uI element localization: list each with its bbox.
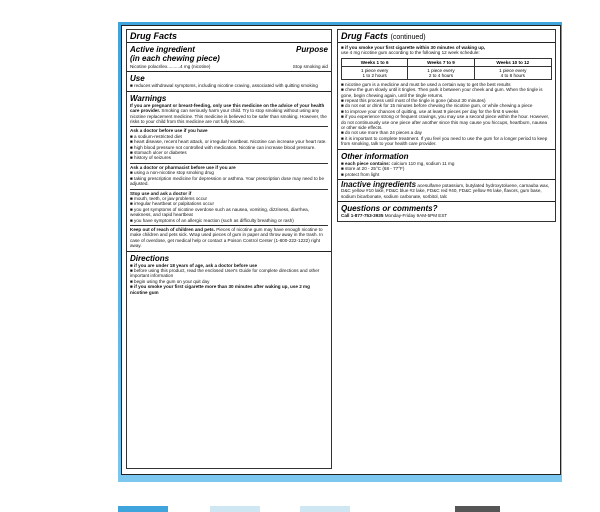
bottom-color-strip (455, 506, 500, 512)
list-item: ■ if you are under 18 years of age, ask a doctor before use (130, 262, 258, 268)
table-cell-text: 4 to 8 hours (500, 72, 525, 78)
table-cell (342, 66, 408, 79)
continued-label: (continued) (390, 34, 426, 41)
list-item: ■ stomach ulcer or diabetes (130, 150, 187, 156)
use-section (127, 72, 331, 91)
table-cell (474, 66, 551, 79)
each-piece-text: calcium 110 mg, sodium 11 mg (391, 160, 455, 166)
drug-facts-right-panel (337, 29, 556, 222)
list-item: ■ repeat this process until most of the tingle is gone (about 30 minutes) (341, 98, 486, 104)
table-cell-text: 1 piece every (427, 67, 455, 73)
list-item: ■ taking prescription medicine for depression or asthma. Your prescription dose may need to be adjusted. (130, 175, 325, 187)
purpose-heading: Purpose (295, 45, 328, 54)
use-text: ■ reduces withdrawal symptoms, including nicotine craving, associated with quitting smoking (130, 83, 318, 89)
list-item: ■ you get symptoms of nicotine overdose such as nausea, vomiting, dizziness, diarrhea, weakness, and rapid heartbeat (130, 206, 309, 218)
list-item: ■ heart disease, recent heart attack, or irregular heartbeat. Nicotine can increase your heart rate. (130, 139, 327, 145)
keep-out-text: Pieces of nicotine gum may have enough nicotine to make children and pets sick. Wrap used pieces of gum in paper and throw away in the trash. In case of overdose, get medical help or contact a Poison Control Center (1-800-222-1222) right away. (130, 226, 323, 249)
table-cell-text: 2 to 4 hours (428, 72, 454, 78)
warnings-heading: Warnings (130, 93, 167, 103)
bottom-color-strip (118, 506, 168, 512)
inactive-ingredients-text: acesulfame potassium, butylated hydroxytoluene, carnauba wax, D&C yellow #10 lake, FD&C blue #2 lake, FD&C red #40, FD&C yellow #6 lake, flavors, gum base, sodium bicarbonate, sodium carbonate, sorbitol, talc (341, 182, 550, 199)
list-item: ■ irregular heartbeat or palpitations occur (130, 201, 214, 207)
table-header: Weeks 10 to 12 (474, 58, 551, 66)
list-item: ■ using a non-nicotine stop smoking drug (130, 170, 214, 176)
first-cigarette-bold: ■ if you smoke your first cigarette within 30 minutes of waking up, (341, 45, 486, 50)
list-item: ■ a sodium-restricted diet (130, 133, 182, 139)
list-item: ■ high blood pressure not controlled with medication. Nicotine can increase blood pressure. (130, 144, 316, 150)
ask-doctor-heading: Ask a doctor before use if you have (130, 128, 208, 134)
questions-phone: Call 1-877-753-3935 (341, 213, 384, 219)
stop-use-heading: Stop use and ask a doctor if (130, 190, 192, 196)
list-item: ■ it is important to complete treatment. If you feel you need to use the gum for a longer period to keep from smoking, talk to your health care provider. (341, 135, 548, 147)
keep-out-bold: Keep out of reach of children and pets. (130, 226, 215, 232)
each-piece-bold: ■ each piece contains: (341, 160, 391, 166)
active-ingredient-subheading: (in each chewing piece) (130, 54, 220, 63)
use-heading: Use (130, 74, 145, 84)
table-cell-text: 1 to 2 hours (362, 72, 387, 78)
table-cell (408, 66, 474, 79)
active-ingredient-heading: Active ingredient (130, 45, 195, 54)
directions-continued-section (338, 43, 555, 150)
list-item: ■ protect from light (341, 171, 380, 177)
drug-facts-title: Drug Facts (341, 31, 389, 41)
list-item: ■ nicotine gum is a medicine and must be used a certain way to get the best results (341, 81, 511, 87)
ask-pharmacist-heading: Ask a doctor or pharmacist before use if you are (130, 164, 236, 170)
drug-facts-title: Drug Facts (127, 30, 331, 43)
list-item: ■ do not use more than 24 pieces a day (341, 130, 422, 136)
list-item: ■ to improve your chances of quitting, use at least 9 pieces per day for the first 6 weeks (341, 108, 519, 114)
questions-hours: Monday-Friday 9AM-5PM EST (384, 213, 448, 219)
list-item: ■ mouth, teeth, or jaw problems occur (130, 195, 208, 201)
inactive-ingredients-section (338, 180, 555, 202)
drug-facts-left-panel (126, 29, 332, 469)
list-item: ■ chew the gum slowly until it tingles. Then park it between your cheek and gum. When the tingle is gone, begin chewing again, until the tingle returns. (341, 87, 543, 98)
list-item: ■ history of seizures (130, 155, 172, 161)
list-item: ■ do not eat or drink for 15 minutes before chewing the nicotine gum, or while chewing a piece (341, 103, 533, 109)
active-ingredient-line: Nicotine polacrilex..........4 mg (nicotine) (130, 64, 211, 69)
drug-facts-continued-title (338, 30, 555, 43)
list-item: ■ store at 20 - 25°C (68 - 77°F) (341, 166, 405, 172)
table-cell-text: 1 piece every (360, 67, 389, 73)
other-information-heading: Other information (341, 151, 409, 161)
list-item: ■ begin using the gum on your quit day (130, 278, 210, 284)
bottom-color-strip (210, 506, 260, 512)
warnings-section (127, 92, 331, 252)
dosing-schedule-table (341, 58, 552, 80)
list-item: ■ before using this product, read the enclosed User's Guide for complete directions and other important information (130, 267, 320, 279)
warnings-pregnancy-bold: If you are pregnant or breast-feeding, only use this medicine on the advice of your health care provider. (130, 102, 325, 114)
list-item: ■ if you experience strong or frequent cravings, you may use a second piece within the hour. However, do not continuously use one piece after another since this may cause you hiccups, heartburn, nausea or other side effects. (341, 114, 550, 131)
directions-section (127, 252, 331, 297)
list-item: ■ if you smoke your first cigarette more than 30 minutes after waking up, use 2 mg nicotine gum (130, 284, 310, 295)
inactive-ingredients-heading: Inactive ingredients (341, 179, 417, 189)
bottom-color-strip (300, 506, 350, 512)
active-ingredient-section (127, 43, 331, 72)
purpose-line: Stop smoking aid (292, 64, 328, 69)
directions-heading: Directions (130, 253, 170, 263)
table-header: Weeks 7 to 9 (408, 58, 474, 66)
warnings-pregnancy-text: Smoking can seriously harm your child. Try to stop smoking without using any nicotine replacement medicine. This medicine is believed to be safer than smoking. However, the risks to your child from this medicine are not fully known. (130, 108, 327, 125)
list-item: ■ you have symptoms of an allergic reaction (such as difficulty breathing or rash) (130, 217, 294, 223)
first-cigarette-text: use 4 mg nicotine gum according to the following 12 week schedule: (341, 50, 480, 56)
questions-heading: Questions or comments? (341, 204, 438, 214)
table-header: Weeks 1 to 6 (342, 58, 408, 66)
questions-section (338, 202, 555, 220)
table-cell-text: 1 piece every (499, 67, 527, 73)
drug-facts-label (121, 25, 561, 475)
other-information-section (338, 150, 555, 180)
